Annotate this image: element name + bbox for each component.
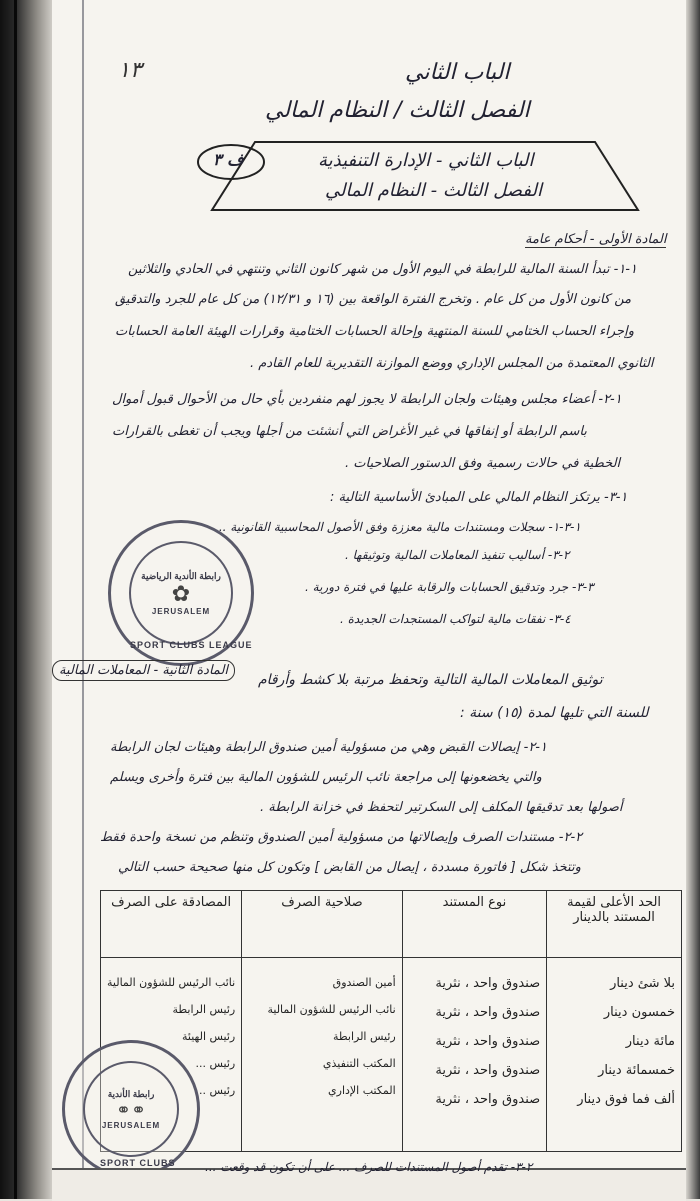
table-header-authority: صلاحية الصرف — [242, 891, 402, 958]
table-col-authority — [242, 958, 402, 1152]
article2-p1-line2: والتي يخضعونها إلى مراجعة نائب الرئيس للشؤون المالية بين فترة وأخرى ويسلم — [110, 770, 542, 785]
table-cell: نائب الرئيس للشؤون المالية — [267, 1003, 396, 1016]
top-heading-line1: الباب الثاني — [405, 60, 510, 85]
article2-p2-line2: وتتخذ شكل [ فاتورة مسددة ، إيصال من القابض ] وتكون كل منها صحيحة حسب التالي — [118, 860, 581, 875]
box-label: ف ٣ — [213, 150, 244, 169]
box-heading-line2: الفصل الثالث - النظام المالي — [325, 180, 542, 201]
article1-p1-line4: الثانوي المعتمدة من المجلس الإداري ووضع الموازنة التقديرية للعام القادم . — [250, 356, 654, 371]
table-cell: نائب الرئيس للشؤون المالية — [107, 976, 236, 989]
article1-item1: ١-٣-١- سجلات ومستندات مالية معززة وفق الأصول المحاسبية القانونية ... — [215, 520, 581, 534]
table-cell: خمسمائة دينار — [598, 1063, 675, 1078]
article1-p2-line3: الخطية في حالات رسمية وفق الدستور الصلاحيات . — [345, 456, 621, 471]
table-header-approval: المصادقة على الصرف — [101, 891, 242, 958]
table-cell: ألف فما فوق دينار — [577, 1092, 675, 1107]
article1-item4: ٤-٣- نفقات مالية لتواكب المستجدات الجديدة . — [340, 612, 571, 626]
table-cell: المكتب التنفيذي — [322, 1057, 396, 1070]
stamp1-top-text: رابطة الأندية الرياضية — [141, 570, 221, 581]
book-binding — [0, 0, 52, 1199]
article1-p1-line3: وإجراء الحساب الختامي للسنة المنتهية وإحالة الحسابات الختامية وقرارات الهيئة العامة الحسابات — [115, 324, 634, 339]
table-cell: صندوق واحد ، نثرية — [435, 1005, 541, 1020]
table-cell: بلا شئ دينار — [610, 976, 675, 991]
table-cell: رئيس الهيئة — [181, 1030, 236, 1043]
table-cell: خمسون دينار — [603, 1005, 675, 1020]
article1-p3: ١-٣- يرتكز النظام المالي على المبادئ الأساسية التالية : — [330, 490, 628, 505]
article2-intro2: للسنة التي تليها لمدة (١٥) سنة : — [460, 705, 649, 721]
article2-title: المادة الثانية - المعاملات المالية — [52, 660, 235, 681]
stamp1-city-text: JERUSALEM — [151, 606, 211, 616]
table-cell: مائة دينار — [625, 1034, 675, 1049]
table-cell: صندوق واحد ، نثرية — [435, 1063, 541, 1078]
stamp1-emblem-icon: ✿ — [171, 581, 191, 607]
page-number: ١٣ — [118, 58, 142, 83]
table-cell: المكتب الإداري — [328, 1084, 396, 1097]
article1-item2: ٢-٣- أساليب تنفيذ المعاملات المالية وتوثيقها . — [345, 548, 570, 562]
stamp2-city-text: JERUSALEM — [101, 1120, 161, 1130]
olympic-rings-icon: ⚭⚭ — [115, 1099, 147, 1121]
margin-rule — [82, 0, 84, 1199]
article1-title: المادة الأولى - أحكام عامة — [525, 232, 667, 247]
table-header-row — [101, 891, 682, 958]
table-cell: رئيس ... — [195, 1057, 236, 1070]
table-header-max-value: الحد الأعلى لقيمة المستند بالدينار — [547, 891, 682, 958]
footer-line: ٢-٣- تقدم أصول المستندات للصرف ... على أن تكون قد وقعت ... — [205, 1160, 533, 1174]
table-col-max-value — [547, 958, 682, 1152]
top-heading-line2: الفصل الثالث / النظام المالي — [265, 98, 530, 123]
box-heading-line1: الباب الثاني - الإدارة التنفيذية — [318, 150, 534, 171]
article1-item3: ٣-٣- جرد وتدقيق الحسابات والرقابة عليها في فترة دورية . — [305, 580, 594, 594]
article1-p1-line2: من كانون الأول من كل عام . وتخرج الفترة الواقعة بين (١٦ و ١٢/٣١) من كل عام للجرد والتدقيق — [115, 292, 632, 307]
table-col-doc-type — [402, 958, 546, 1152]
table-cell: صندوق واحد ، نثرية — [435, 1092, 541, 1107]
stamp2-bottom-text: SPORT CLUBS — [100, 1158, 176, 1168]
table-cell: رئيس ... — [195, 1084, 236, 1097]
table-cell: رئيس الرابطة — [332, 1030, 396, 1043]
article2-p1-line1: ١-٢- إيصالات القبض وهي من مسؤولية أمين صندوق الرابطة وهيئات لجان الرابطة — [110, 740, 547, 755]
stamp2-top-text: رابطة الأندية — [107, 1088, 155, 1099]
stamp1-bottom-text: SPORT CLUBS LEAGUE — [130, 640, 253, 650]
article1-p1-line1: ١-١- تبدأ السنة المالية للرابطة في اليوم الأول من شهر كانون الثاني وتنتهي في الحادي والثلاثين — [128, 262, 637, 277]
binding-edge — [14, 0, 17, 1199]
article2-p1-line3: أصولها بعد تدقيقها المكلف إلى السكرتير لتحفظ في خزانة الرابطة . — [260, 800, 623, 815]
table-cell: صندوق واحد ، نثرية — [435, 1034, 541, 1049]
page-edge — [686, 0, 700, 1199]
article1-p2-line1: ١-٢- أعضاء مجلس وهيئات ولجان الرابطة لا يجوز لهم منفردين بأي حال من الأحوال قبول أموال — [112, 392, 622, 407]
article2-intro1: توثيق المعاملات المالية التالية وتحفظ مرتبة بلا كشط وأرقام — [258, 672, 603, 688]
table-cell: صندوق واحد ، نثرية — [435, 976, 541, 991]
table-cell: رئيس الرابطة — [172, 1003, 236, 1016]
article1-p2-line2: باسم الرابطة أو إنفاقها في غير الأغراض التي أنشئت من أجلها ويجب أن تغطى بالقرارات — [112, 424, 587, 439]
table-header-doc-type: نوع المستند — [402, 891, 546, 958]
table-cell: أمين الصندوق — [332, 976, 396, 989]
article2-p2-line1: ٢-٢- مستندات الصرف وإيصالاتها من مسؤولية أمين الصندوق وتنظم من نسخة واحدة فقط — [100, 830, 583, 845]
